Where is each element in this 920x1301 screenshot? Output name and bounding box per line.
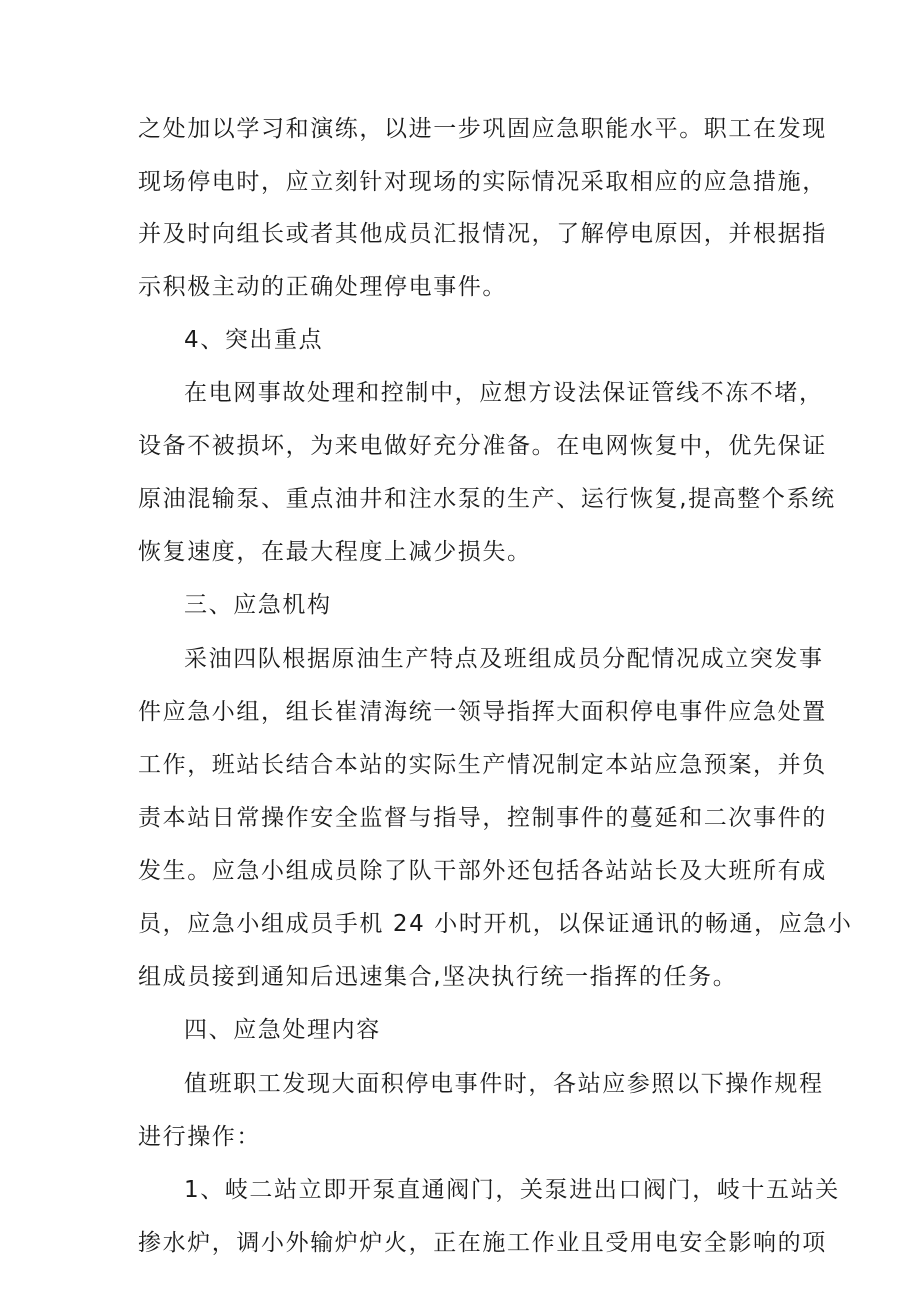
text-line: 现场停电时，应立刻针对现场的实际情况采取相应的应急措施， [138,169,827,195]
text-line: 进行操作： [138,1124,261,1150]
text-line: 采油四队根据原油生产特点及班组成员分配情况成立突发事 [184,646,824,672]
text-line: 责本站日常操作安全监督与指导，控制事件的蔓延和二次事件的 [138,805,827,831]
text-line: 组成员接到通知后迅速集合,坚决执行统一指挥的任务。 [138,964,738,990]
text-line: 三、应急机构 [184,592,332,618]
text-line: 原油混输泵、重点油井和注水泵的生产、运行恢复,提高整个系统 [138,486,836,512]
text-line: 在电网事故处理和控制中，应想方设法保证管线不冻不堵， [184,380,824,406]
text-line: 掺水炉，调小外输炉炉火，正在施工作业且受用电安全影响的项 [138,1230,827,1256]
text-line: 4、突出重点 [184,327,324,353]
text-line: 恢复速度，在最大程度上减少损失。 [138,539,532,565]
text-line: 发生。应急小组成员除了队干部外还包括各站站长及大班所有成 [138,858,827,884]
text-line: 设备不被损坏，为来电做好充分准备。在电网恢复中，优先保证 [138,433,827,459]
text-line: 件应急小组，组长崔清海统一领导指挥大面积停电事件应急处置 [138,699,827,725]
text-line: 示积极主动的正确处理停电事件。 [138,274,507,300]
text-line: 并及时向组长或者其他成员汇报情况，了解停电原因，并根据指 [138,221,827,247]
text-line: 员，应急小组成员手机 24 小时开机，以保证通讯的畅通，应急小 [138,911,853,937]
text-line: 四、应急处理内容 [184,1017,381,1043]
text-line: 之处加以学习和演练，以进一步巩固应急职能水平。职工在发现 [138,116,827,142]
text-line: 工作，班站长结合本站的实际生产情况制定本站应急预案，并负 [138,752,827,778]
text-line: 值班职工发现大面积停电事件时，各站应参照以下操作规程 [184,1071,824,1097]
text-line: 1、岐二站立即开泵直通阀门，关泵进出口阀门，岐十五站关 [184,1177,840,1203]
